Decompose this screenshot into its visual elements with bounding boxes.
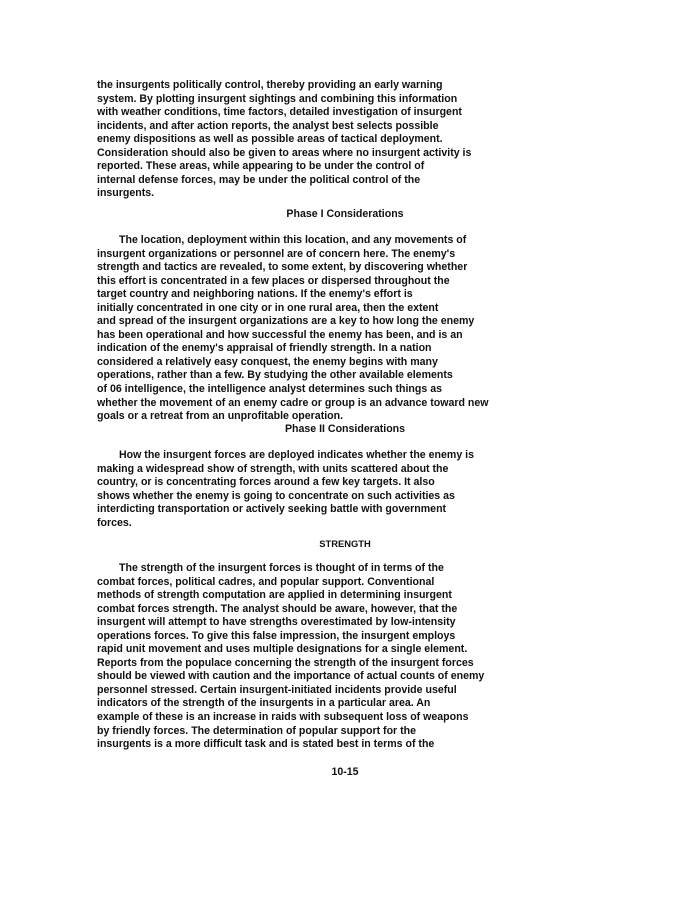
strength-heading: STRENGTH [319, 538, 371, 549]
phase-1-heading: Phase I Considerations [286, 208, 404, 220]
text-line: How the insurgent forces are deployed indicates whether the enemy is [119, 449, 474, 461]
text-line: operations, rather than a few. By studying the other available elements [97, 369, 453, 382]
text-line: insurgent organizations or personnel are of concern here. The enemy's [97, 247, 456, 260]
text-line: goals or a retreat from an unprofitable operation. [97, 410, 344, 423]
text-line: considered a relatively easy conquest, the enemy begins with many [97, 355, 438, 368]
text-line: example of these is an increase in raids with subsequent loss of weapons [97, 711, 469, 724]
text-line: personnel stressed. Certain insurgent-initiated incidents provide useful [97, 683, 457, 696]
text-line: insurgents is a more difficult task and is stated best in terms of the [97, 738, 435, 751]
text-line: has been operational and how successful the enemy has been, and is an [97, 328, 463, 341]
phase-2-paragraph [97, 449, 567, 530]
intro-paragraph [97, 79, 567, 201]
text-line: combat forces strength. The analyst should be aware, however, that the [97, 602, 458, 615]
text-line: target country and neighboring nations. If the enemy's effort is [97, 288, 413, 301]
text-line: by friendly forces. The determination of popular support for the [97, 724, 417, 737]
text-line: Reports from the populace concerning the strength of the insurgent forces [97, 656, 474, 669]
text-line: interdicting transportation or actively seeking battle with government [97, 503, 447, 516]
text-line: whether the movement of an enemy cadre or group is an advance toward new [97, 396, 489, 409]
text-line: this effort is concentrated in a few places or dispersed throughout the [97, 274, 450, 287]
strength-paragraph [97, 562, 567, 752]
text-line: shows whether the enemy is going to concentrate on such activities as [97, 489, 455, 502]
text-line: internal defense forces, may be under the political control of the [97, 173, 421, 186]
text-line: country, or is concentrating forces around a few key targets. It also [97, 476, 435, 489]
phase-1-paragraph [97, 234, 567, 424]
text-line: enemy dispositions as well as possible areas of tactical deployment. [97, 133, 443, 146]
page-number: 10-15 [331, 766, 359, 778]
text-line: insurgents. [97, 187, 155, 200]
text-line: The location, deployment within this location, and any movements of [119, 234, 467, 246]
text-line: making a widespread show of strength, with units scattered about the [97, 462, 449, 475]
text-line: The strength of the insurgent forces is thought of in terms of the [119, 562, 444, 574]
text-line: indication of the enemy's appraisal of friendly strength. In a nation [97, 342, 432, 355]
text-line: of 06 intelligence, the intelligence analyst determines such things as [97, 383, 442, 396]
text-line: should be viewed with caution and the importance of actual counts of enemy [97, 670, 485, 683]
text-line: methods of strength computation are applied in determining insurgent [97, 589, 452, 602]
text-line: and spread of the insurgent organizations are a key to how long the enemy [97, 315, 475, 328]
text-line: incidents, and after action reports, the analyst best selects possible [97, 119, 439, 132]
text-line: the insurgents politically control, thereby providing an early warning [97, 79, 443, 91]
text-line: operations forces. To give this false impression, the insurgent employs [97, 629, 456, 642]
text-line: indicators of the strength of the insurgents in a particular area. An [97, 697, 431, 710]
phase-2-heading: Phase II Considerations [284, 423, 406, 435]
text-line: combat forces, political cadres, and popular support. Conventional [97, 575, 435, 588]
text-line: with weather conditions, time factors, detailed investigation of insurgent [97, 106, 462, 119]
text-line: insurgent will attempt to have strengths overestimated by low-intensity [97, 616, 456, 629]
text-line: reported. These areas, while appearing to be under the control of [97, 160, 425, 173]
text-line: system. By plotting insurgent sightings and combining this information [97, 92, 458, 105]
text-line: strength and tactics are revealed, to some extent, by discovering whether [97, 261, 468, 274]
text-line: initially concentrated in one city or in one rural area, then the extent [97, 301, 439, 314]
text-line: Consideration should also be given to areas where no insurgent activity is [97, 146, 472, 159]
text-line: forces. [97, 516, 132, 529]
text-line: rapid unit movement and uses multiple designations for a single element. [97, 643, 468, 656]
